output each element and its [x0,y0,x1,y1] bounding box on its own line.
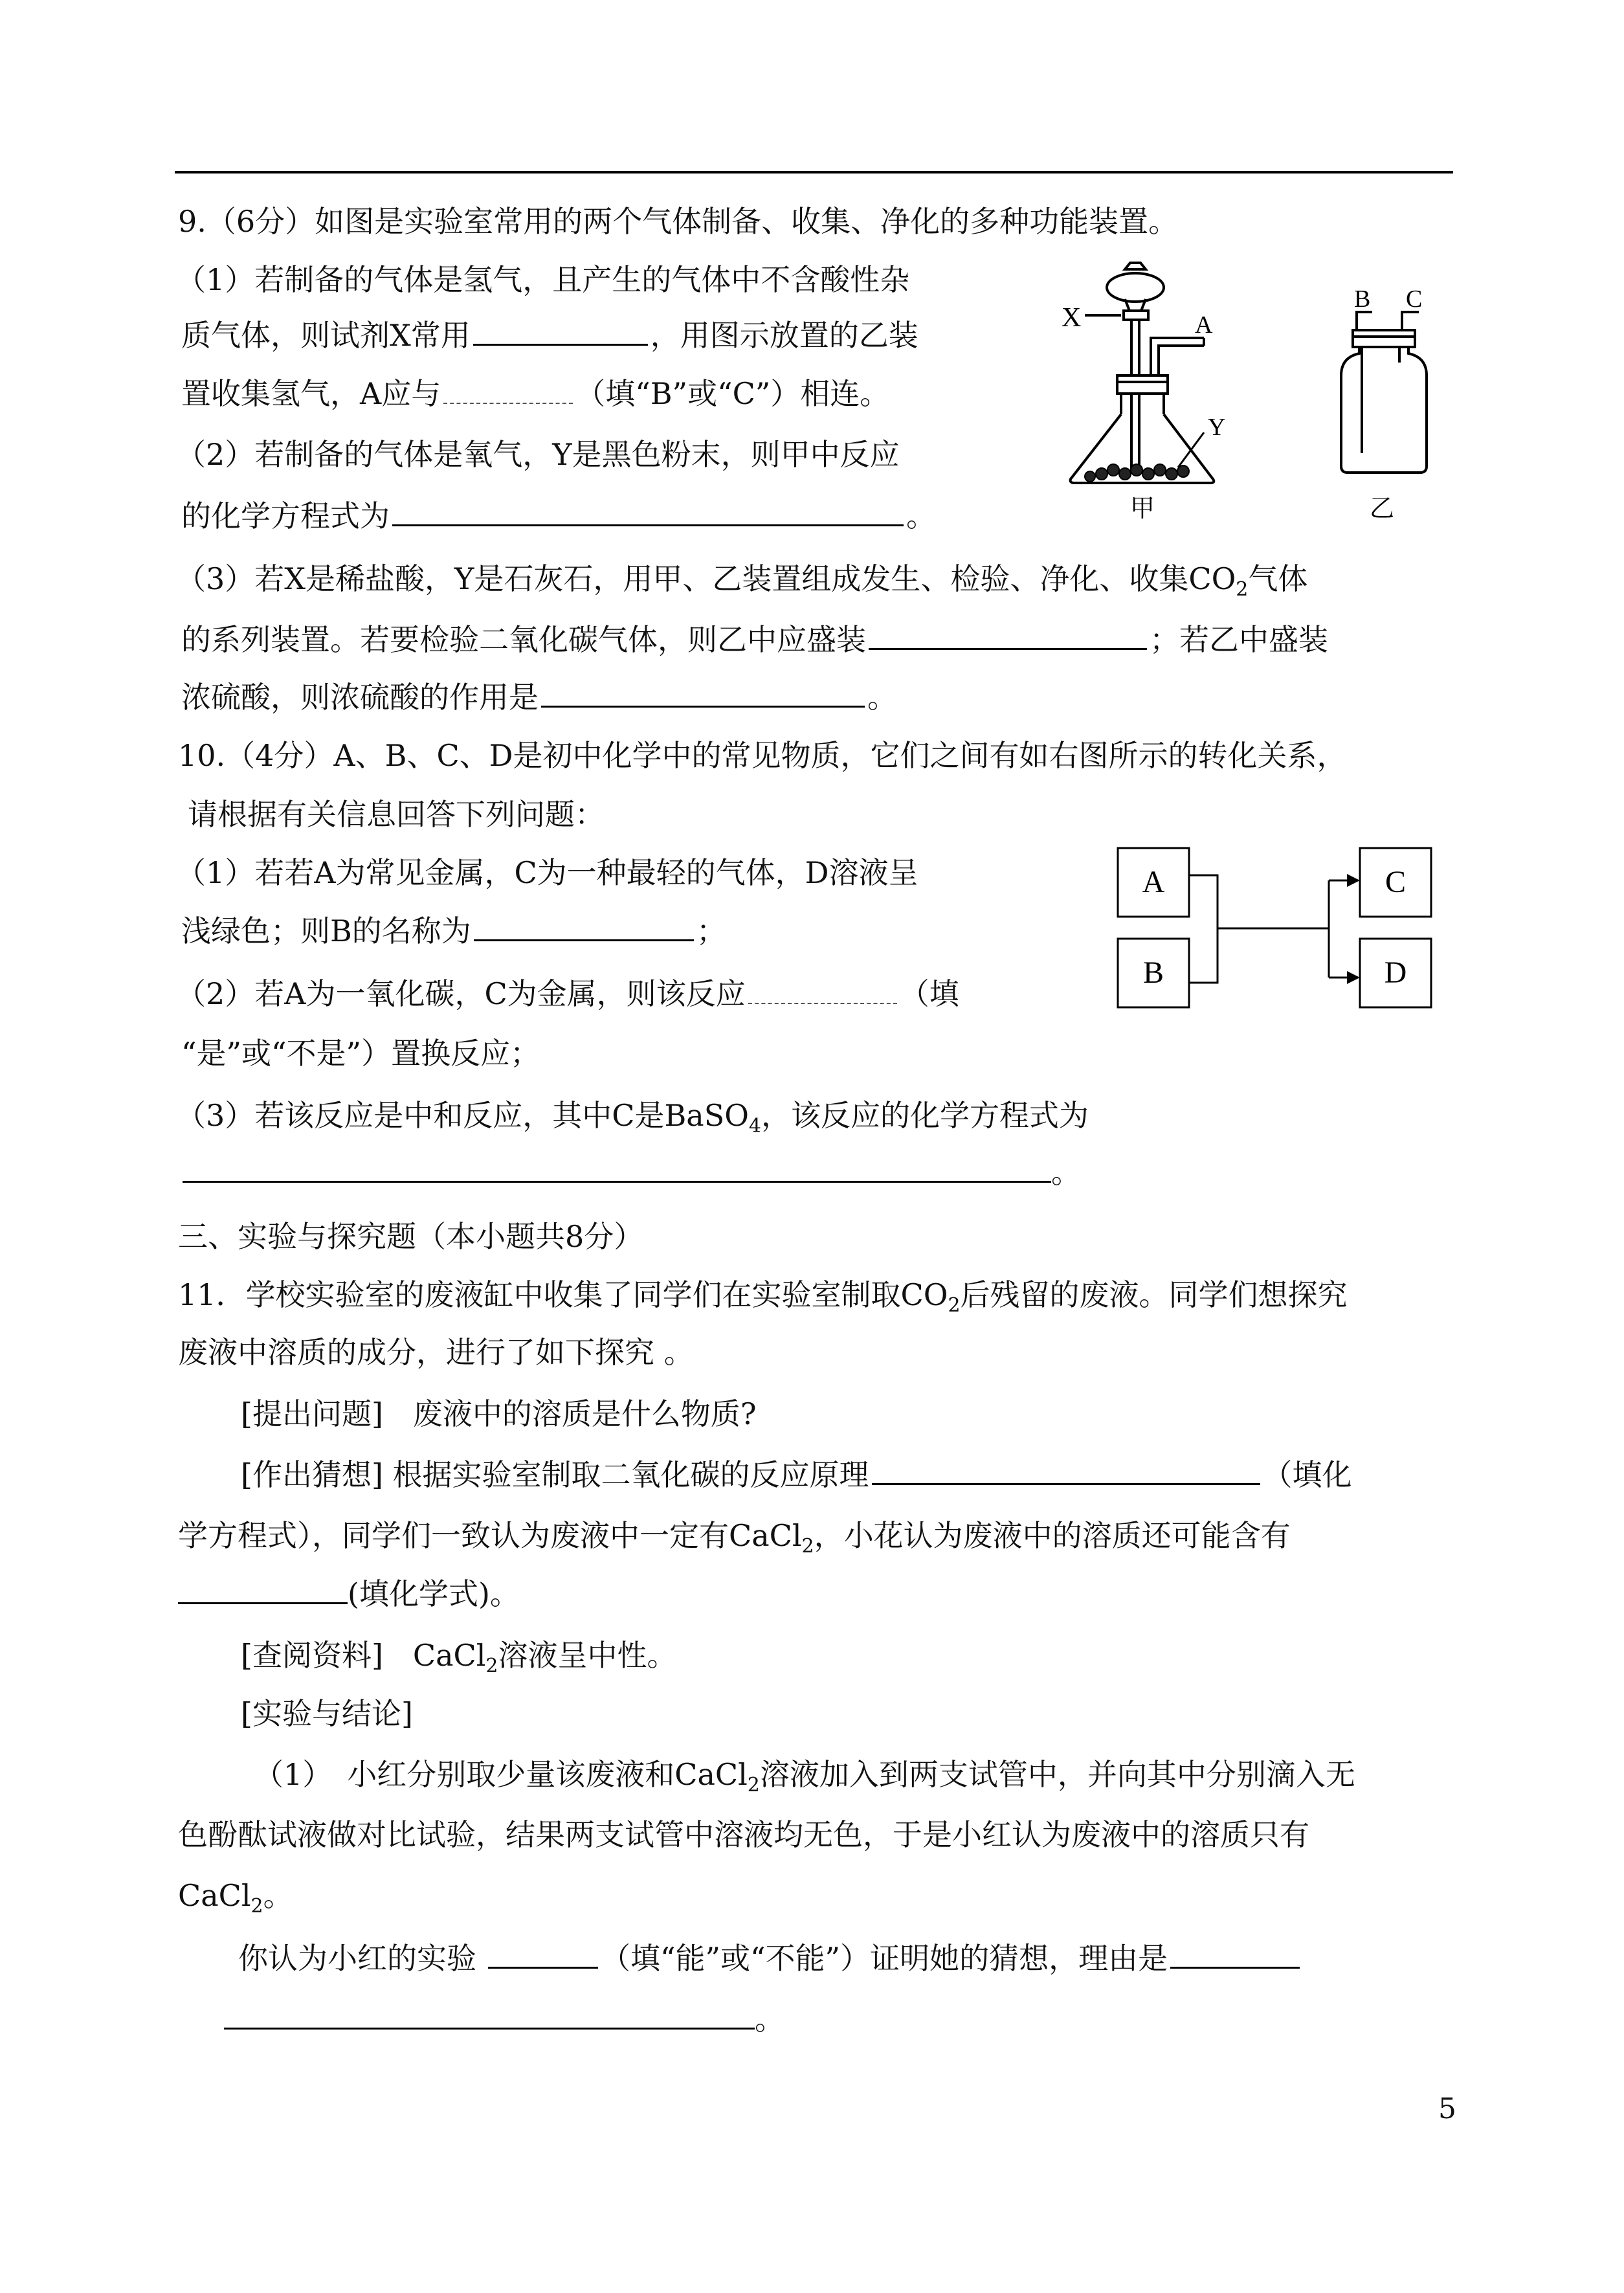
page-number: 5 [1438,2092,1456,2125]
q10-part3-line2: 。 [183,1152,1081,1191]
q11-line2: 废液中溶质的成分，进行了如下探究 。 [178,1335,694,1370]
box-a-label: A [1142,865,1165,899]
reaction-connector-lines [1189,875,1351,983]
q11-exp-line3: CaCl$_2$。 [178,1878,293,1918]
q11-exp-title: [实验与结论] [241,1696,413,1731]
q10-part2-line1: （2）若A为一氧化碳，C为金属，则该反应 （填 [176,974,959,1013]
figure-label-y: Y [1208,414,1226,441]
q9-part3-line2: 的系列装置。若要检验二氧化碳气体，则乙中应盛装 ；若乙中盛装 [181,620,1328,658]
gas-bottle-icon [1341,312,1427,473]
top-rule [175,171,1453,173]
q10-part1-line1: （1）若若A为常见金属，C为一种最轻的气体，D溶液呈 [176,855,918,890]
figure-caption-jia: 甲 [1130,495,1155,522]
answer-blank[interactable] [473,315,648,346]
gas-apparatus-figure [1049,259,1450,531]
q9-part3-line3: 浓硫酸，则浓硫酸的作用是 。 [181,677,897,716]
q9-part1-line3: 置收集氢气，A应与 （填“B”或“C”）相连。 [181,374,889,413]
figure-caption-yi: 乙 [1370,495,1395,522]
answer-blank[interactable] [748,974,897,1004]
answer-blank[interactable] [392,496,904,526]
q9-part3-line1: （3）若X是稀盐酸，Y是石灰石，用甲、乙装置组成发生、检验、净化、收集$CO_2$气体 [176,561,1308,601]
answer-blank[interactable] [1170,1938,1300,1969]
delivery-tube-icon [1151,338,1204,375]
answer-blank[interactable] [224,1999,755,2030]
answer-blank[interactable] [872,1455,1260,1485]
q11-guess-line3: (填化学式)。 [178,1574,520,1613]
solid-reagent-icon [1085,464,1189,482]
q9-part2-line2: 的化学方程式为 。 [181,496,936,535]
q11-line1: 11．学校实验室的废液缸中收集了同学们在实验室制取$CO_2$后残留的废液。同学们想探究 [178,1277,1348,1317]
q9-part1-line1: （1）若制备的气体是氢气，且产生的气体中不含酸性杂 [176,262,910,297]
answer-blank[interactable] [869,620,1147,650]
box-c-label: C [1385,865,1407,899]
arrow-head-icon [1347,874,1360,887]
answer-blank[interactable] [488,1938,598,1969]
answer-blank[interactable] [541,677,865,708]
q11-think-line1: 你认为小红的实验 （填“能”或“不能”）证明她的猜想，理由是 [238,1938,1302,1977]
q10-stem-line1: 10.（4分）A、B、C、D是初中化学中的常见物质，它们之间有如右图所示的转化关系， [178,738,1347,773]
q11-exp-line2: 色酚酞试液做对比试验，结果两支试管中溶液均无色，于是小红认为废液中的溶质只有 [178,1817,1309,1852]
q11-guess-line2: 学方程式），同学们一致认为废液中一定有CaCl$_2$，小花认为废液中的溶质还可能含有 [178,1518,1291,1558]
q9-part2-line1: （2）若制备的气体是氧气，Y是黑色粉末，则甲中反应 [176,437,900,472]
figure-label-b: B [1354,285,1371,313]
q9-stem: 9.（6分）如图是实验室常用的两个气体制备、收集、净化的多种功能装置。 [178,204,1179,239]
arrow-head-icon [1347,971,1360,984]
q11-think-line2: 。 [224,1999,784,2038]
answer-blank[interactable] [183,1152,1051,1183]
box-d-label: D [1384,956,1407,990]
answer-blank[interactable] [474,911,694,941]
answer-blank[interactable] [178,1574,348,1604]
answer-blank[interactable] [443,374,573,404]
figure-label-a: A [1195,311,1213,339]
q9-part1-line2: 质气体，则试剂X常用 ，用图示放置的乙装 [181,315,918,354]
q11-ask: [提出问题] 废液中的溶质是什么物质? [241,1396,757,1431]
transformation-diagram [1117,842,1440,1016]
figure-label-x: X [1062,303,1082,333]
q10-part2-line2: “是”或“不是”）置换反应； [181,1036,540,1071]
q10-part1-line2: 浅绿色；则B的名称为 ； [181,911,726,950]
q11-reference: [查阅资料] CaCl$_2$溶液呈中性。 [241,1638,677,1678]
figure-label-c: C [1406,285,1423,313]
q10-part3-line1: （3）若该反应是中和反应，其中C是BaSO$_4$，该反应的化学方程式为 [176,1098,1089,1138]
box-b-label: B [1142,956,1164,990]
q11-exp-line1: （1） 小红分别取少量该废液和CaCl$_2$溶液加入到两支试管中，并向其中分别滴入无 [254,1757,1355,1797]
q11-guess-line1: [作出猜想] 根据实验室制取二氧化碳的反应原理 （填化 [241,1455,1352,1493]
section3-heading: 三、实验与探究题（本小题共8分） [178,1219,644,1254]
q10-stem-line2: 请根据有关信息回答下列问题： [188,797,605,832]
